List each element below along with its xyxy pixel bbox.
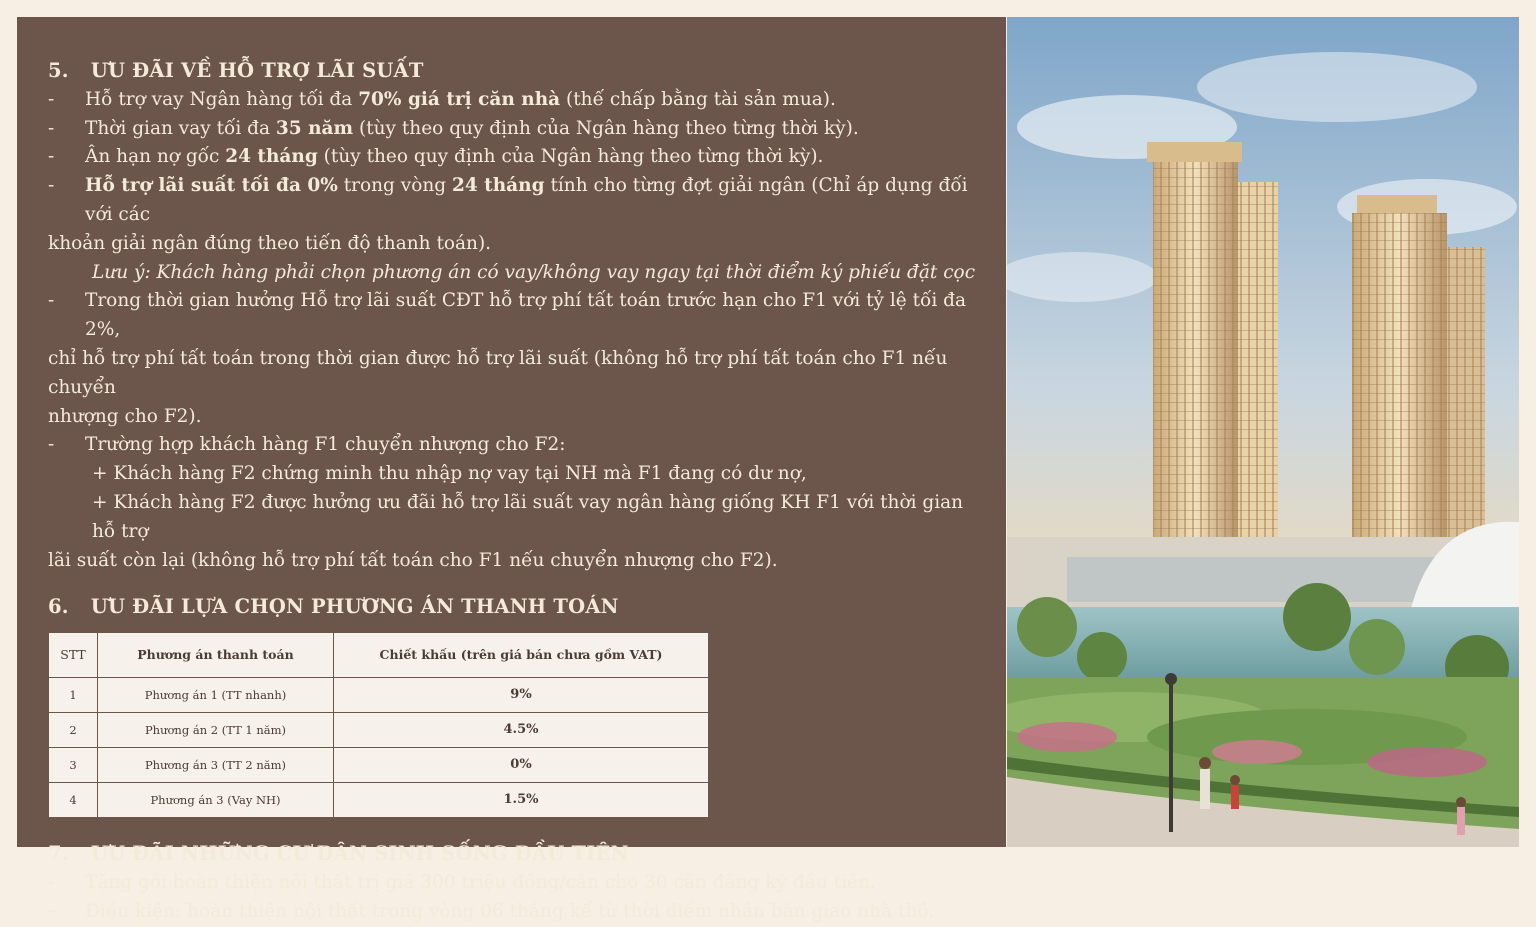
project-render-image [1007,17,1519,847]
s5-bullet-6 [48,431,978,460]
s5-bullet-4-cont: khoản giải ngân đúng theo tiến độ thanh toán). [48,232,492,254]
s5-plus-2-cont: lãi suất còn lại (không hỗ trợ phí tất toán cho F1 nếu chuyển nhượng cho F2). [48,549,778,571]
s5-bullet-5 [48,287,978,345]
table-row [49,783,709,818]
s7-bullet-2 [48,898,978,927]
bold-text: 35 năm [275,117,354,139]
section-6-title: ƯU ĐÃI LỰA CHỌN PHƯƠNG ÁN THANH TOÁN [90,595,619,619]
section-7-heading [48,840,978,869]
bold-text: 24 tháng [452,175,545,197]
header-stt: STT [49,633,98,678]
text: tính cho từng đợt giải ngân (Chỉ áp dụng đối với các [85,175,968,225]
section-6-heading [48,593,978,622]
table-row [49,713,709,748]
dash: - [48,900,55,922]
row-option: Phương án 1 (TT nhanh) [98,678,334,713]
row-discount: 0% [334,748,709,783]
dash: - [48,434,55,456]
table-header-row [49,633,709,678]
row-stt: 1 [49,678,98,713]
row-stt: 2 [49,713,98,748]
s5-bullet-2 [48,115,978,144]
row-option: Phương án 3 (Vay NH) [98,783,334,818]
towers-illustration [1007,17,1519,847]
s5-plus-2: + Khách hàng F2 được hưởng ưu đãi hỗ trợ lãi suất vay ngân hàng giống KH F1 với thời gian hỗ trợ [92,491,964,542]
text: Ân hạn nợ gốc [85,146,226,168]
row-discount: 1.5% [334,783,709,818]
row-option: Phương án 3 (TT 2 năm) [98,748,334,783]
dash: - [48,88,55,110]
text: Hỗ trợ vay Ngân hàng tối đa [85,88,359,110]
s7-bullet-1 [48,869,978,898]
s5-bullet-3 [48,143,978,172]
text: Trường hợp khách hàng F1 chuyển nhượng cho F2: [85,434,566,456]
s5-bullet-5-line2: chỉ hỗ trợ phí tất toán trong thời gian được hỗ trợ lãi suất (không hỗ trợ phí tất toán cho F1 nếu chuyển [48,347,948,398]
header-discount: Chiết khấu (trên giá bán chưa gồm VAT) [334,633,709,678]
row-stt: 3 [49,748,98,783]
text: Tặng gói hoàn thiện nội thất trị giá 300 triệu đồng/căn cho 30 căn đăng ký đầu tiên. [85,871,876,893]
row-discount: 9% [334,678,709,713]
section-5-title: ƯU ĐÃI VỀ HỖ TRỢ LÃI SUẤT [90,59,424,82]
text: Thời gian vay tối đa [85,117,276,139]
text: Điều kiện: hoàn thiện nội thất trong vòng 06 tháng kể từ thời điểm nhận bàn giao nhà thô. [85,900,935,922]
text: (thế chấp bằng tài sản mua). [560,88,836,110]
table-row [49,748,709,783]
content [48,57,978,927]
dash: - [48,146,55,168]
section-5-heading [48,57,978,86]
s5-bullet-4 [48,172,978,230]
dash: - [48,871,55,893]
table-row [49,678,709,713]
bold-text: 70% giá trị căn nhà [358,88,561,110]
s5-plus-1: + Khách hàng F2 chứng minh thu nhập nợ vay tại NH mà F1 đang có dư nợ, [92,463,807,485]
brochure-text-panel [17,17,1006,922]
header-payment-option: Phương án thanh toán [98,633,334,678]
s5-bullet-1 [48,86,978,115]
dash: - [48,175,55,197]
row-stt: 4 [49,783,98,818]
section-7-number: 7. [48,842,69,866]
text: Trong thời gian hưởng Hỗ trợ lãi suất CĐT hỗ trợ phí tất toán trước hạn cho F1 với tỷ lệ tối đa 2%, [85,290,967,341]
text: (tùy theo quy định của Ngân hàng theo từng thời kỳ). [353,117,859,139]
text: (tùy theo quy định của Ngân hàng theo từng thời kỳ). [317,146,824,168]
bold-text: 24 tháng [225,146,318,168]
dash: - [48,290,55,312]
section-5-number: 5. [48,59,69,82]
dash: - [48,117,55,139]
text: trong vòng [337,175,452,197]
section-6-number: 6. [48,595,69,619]
row-option: Phương án 2 (TT 1 năm) [98,713,334,748]
s5-bullet-5-line3: nhượng cho F2). [48,405,202,427]
bold-text: Hỗ trợ lãi suất tối đa 0% [85,175,338,197]
section-7-title: ƯU ĐÃI NHỮNG CƯ DÂN SINH SỐNG ĐẦU TIÊN [90,842,629,866]
payment-options-table [48,632,709,818]
row-discount: 4.5% [334,713,709,748]
s5-note: Lưu ý: Khách hàng phải chọn phương án có vay/không vay ngay tại thời điểm ký phiếu đặt cọc [92,261,976,283]
